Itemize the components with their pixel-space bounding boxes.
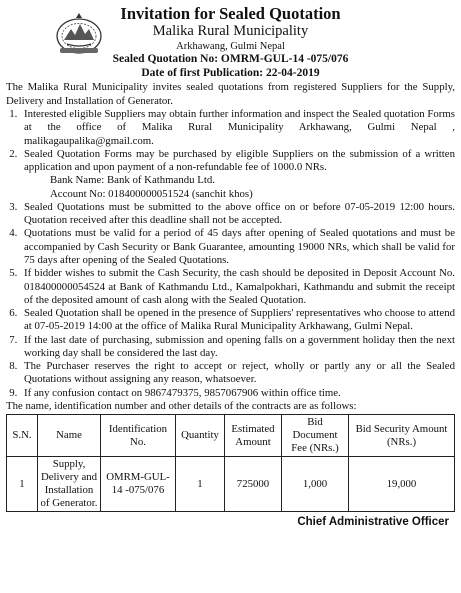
- condition-text: The Purchaser reserves the right to accept or reject, wholly or partly any or all the Sealed Quotations without assigning any reason, whatsoever.: [24, 360, 455, 386]
- cell-sn: 1: [7, 457, 38, 512]
- condition-text: Sealed Quotation Forms may be purchased by eligible Suppliers on the submission of a written application and upon payment of a non-refundable fee of 1000.0 NRs.: [24, 147, 455, 174]
- column-header-quantity: Quantity: [176, 415, 225, 457]
- intro-paragraph: The Malika Rural Municipality invites sealed quotations from registered Suppliers for the Supply, Delivery and Installation of Generator.: [6, 81, 455, 107]
- table-header-row: [7, 415, 455, 457]
- bank-account: Account No: 018400000051524 (sanchit khos): [50, 187, 253, 200]
- table-intro: The name, identification number and other details of the contracts are as follows:: [6, 399, 357, 412]
- column-header-sn: S.N.: [7, 415, 38, 457]
- list-item: [20, 227, 455, 267]
- nepal-emblem-icon: [54, 12, 104, 56]
- conditions-list: [6, 108, 455, 400]
- cell-identification: OMRM-GUL-14 -075/076: [101, 457, 176, 512]
- contracts-table: [6, 414, 455, 512]
- list-item: [20, 267, 455, 307]
- list-item: [20, 108, 455, 148]
- organization-address: Arkhawang, Gulmi Nepal: [176, 40, 285, 52]
- cell-name: Supply, Delivery and Installation of Generator.: [38, 457, 101, 512]
- column-header-identification: Identification No.: [101, 415, 176, 457]
- column-header-bid-document-fee: Bid Document Fee (NRs.): [282, 415, 349, 457]
- list-item: [20, 334, 455, 361]
- condition-text: Sealed Quotations must be submitted to the above office on or before 07-05-2019 12:00 hours. Quotation received after this deadline shall not be accepted.: [24, 200, 455, 227]
- column-header-bid-security: Bid Security Amount (NRs.): [349, 415, 455, 457]
- cell-quantity: 1: [176, 457, 225, 512]
- list-item: [20, 307, 455, 334]
- bank-name: Bank Name: Bank of Kathmandu Ltd.: [50, 174, 215, 187]
- list-item: [20, 387, 455, 400]
- condition-text: If the last date of purchasing, submission and opening falls on a government holiday then the next working day shall be considered the last day.: [24, 333, 455, 359]
- condition-text: If bidder wishes to submit the Cash Security, the cash should be deposited in Deposit Account No. 018400000054524 at Bank of Kathmandu Ltd., Kamalpokhari, Kathmandu and submit the receipt of the deposited amount of cash along with the Sealed Quotation.: [24, 267, 455, 306]
- condition-text: Quotations must be valid for a period of 45 days after opening of Sealed quotations and must be accompanied by Cash Security or Bank Guarantee, amounting 19000 NRs, which shall be valid for 75 days after opening of the Sealed Quotations.: [24, 227, 455, 266]
- cell-bid-security: 19,000: [349, 457, 455, 512]
- quotation-number: Sealed Quotation No: OMRM-GUL-14 -075/076: [112, 52, 349, 65]
- publication-date: Date of first Publication: 22-04-2019: [141, 66, 320, 79]
- condition-text: Interested eligible Suppliers may obtain further information and inspect the Sealed quotation Forms at the office of Malika Rural Municipality Arkhawang, Gulmi Nepal , malikagaupalika@gmail.com.: [24, 108, 455, 147]
- notice-title: Invitation for Sealed Quotation: [120, 4, 341, 23]
- signatory-title: Chief Administrative Officer: [297, 516, 449, 529]
- column-header-estimated-amount: Estimated Amount: [225, 415, 282, 457]
- list-item: [20, 360, 455, 387]
- condition-text: Sealed Quotation shall be opened in the presence of Suppliers' representatives who choose to attend at 07-05-2019 14:00 at the office of Malika Rural Municipality Arkhawang, Gulmi Nepal.: [24, 307, 455, 333]
- list-item: [20, 201, 455, 228]
- organization-name: Malika Rural Municipality: [152, 23, 309, 40]
- column-header-name: Name: [38, 415, 101, 457]
- cell-bid-document-fee: 1,000: [282, 457, 349, 512]
- table-row: [7, 457, 455, 512]
- condition-text: If any confusion contact on 9867479375, 9857067906 within office time.: [24, 386, 341, 399]
- list-item: [20, 148, 455, 201]
- cell-estimated-amount: 725000: [225, 457, 282, 512]
